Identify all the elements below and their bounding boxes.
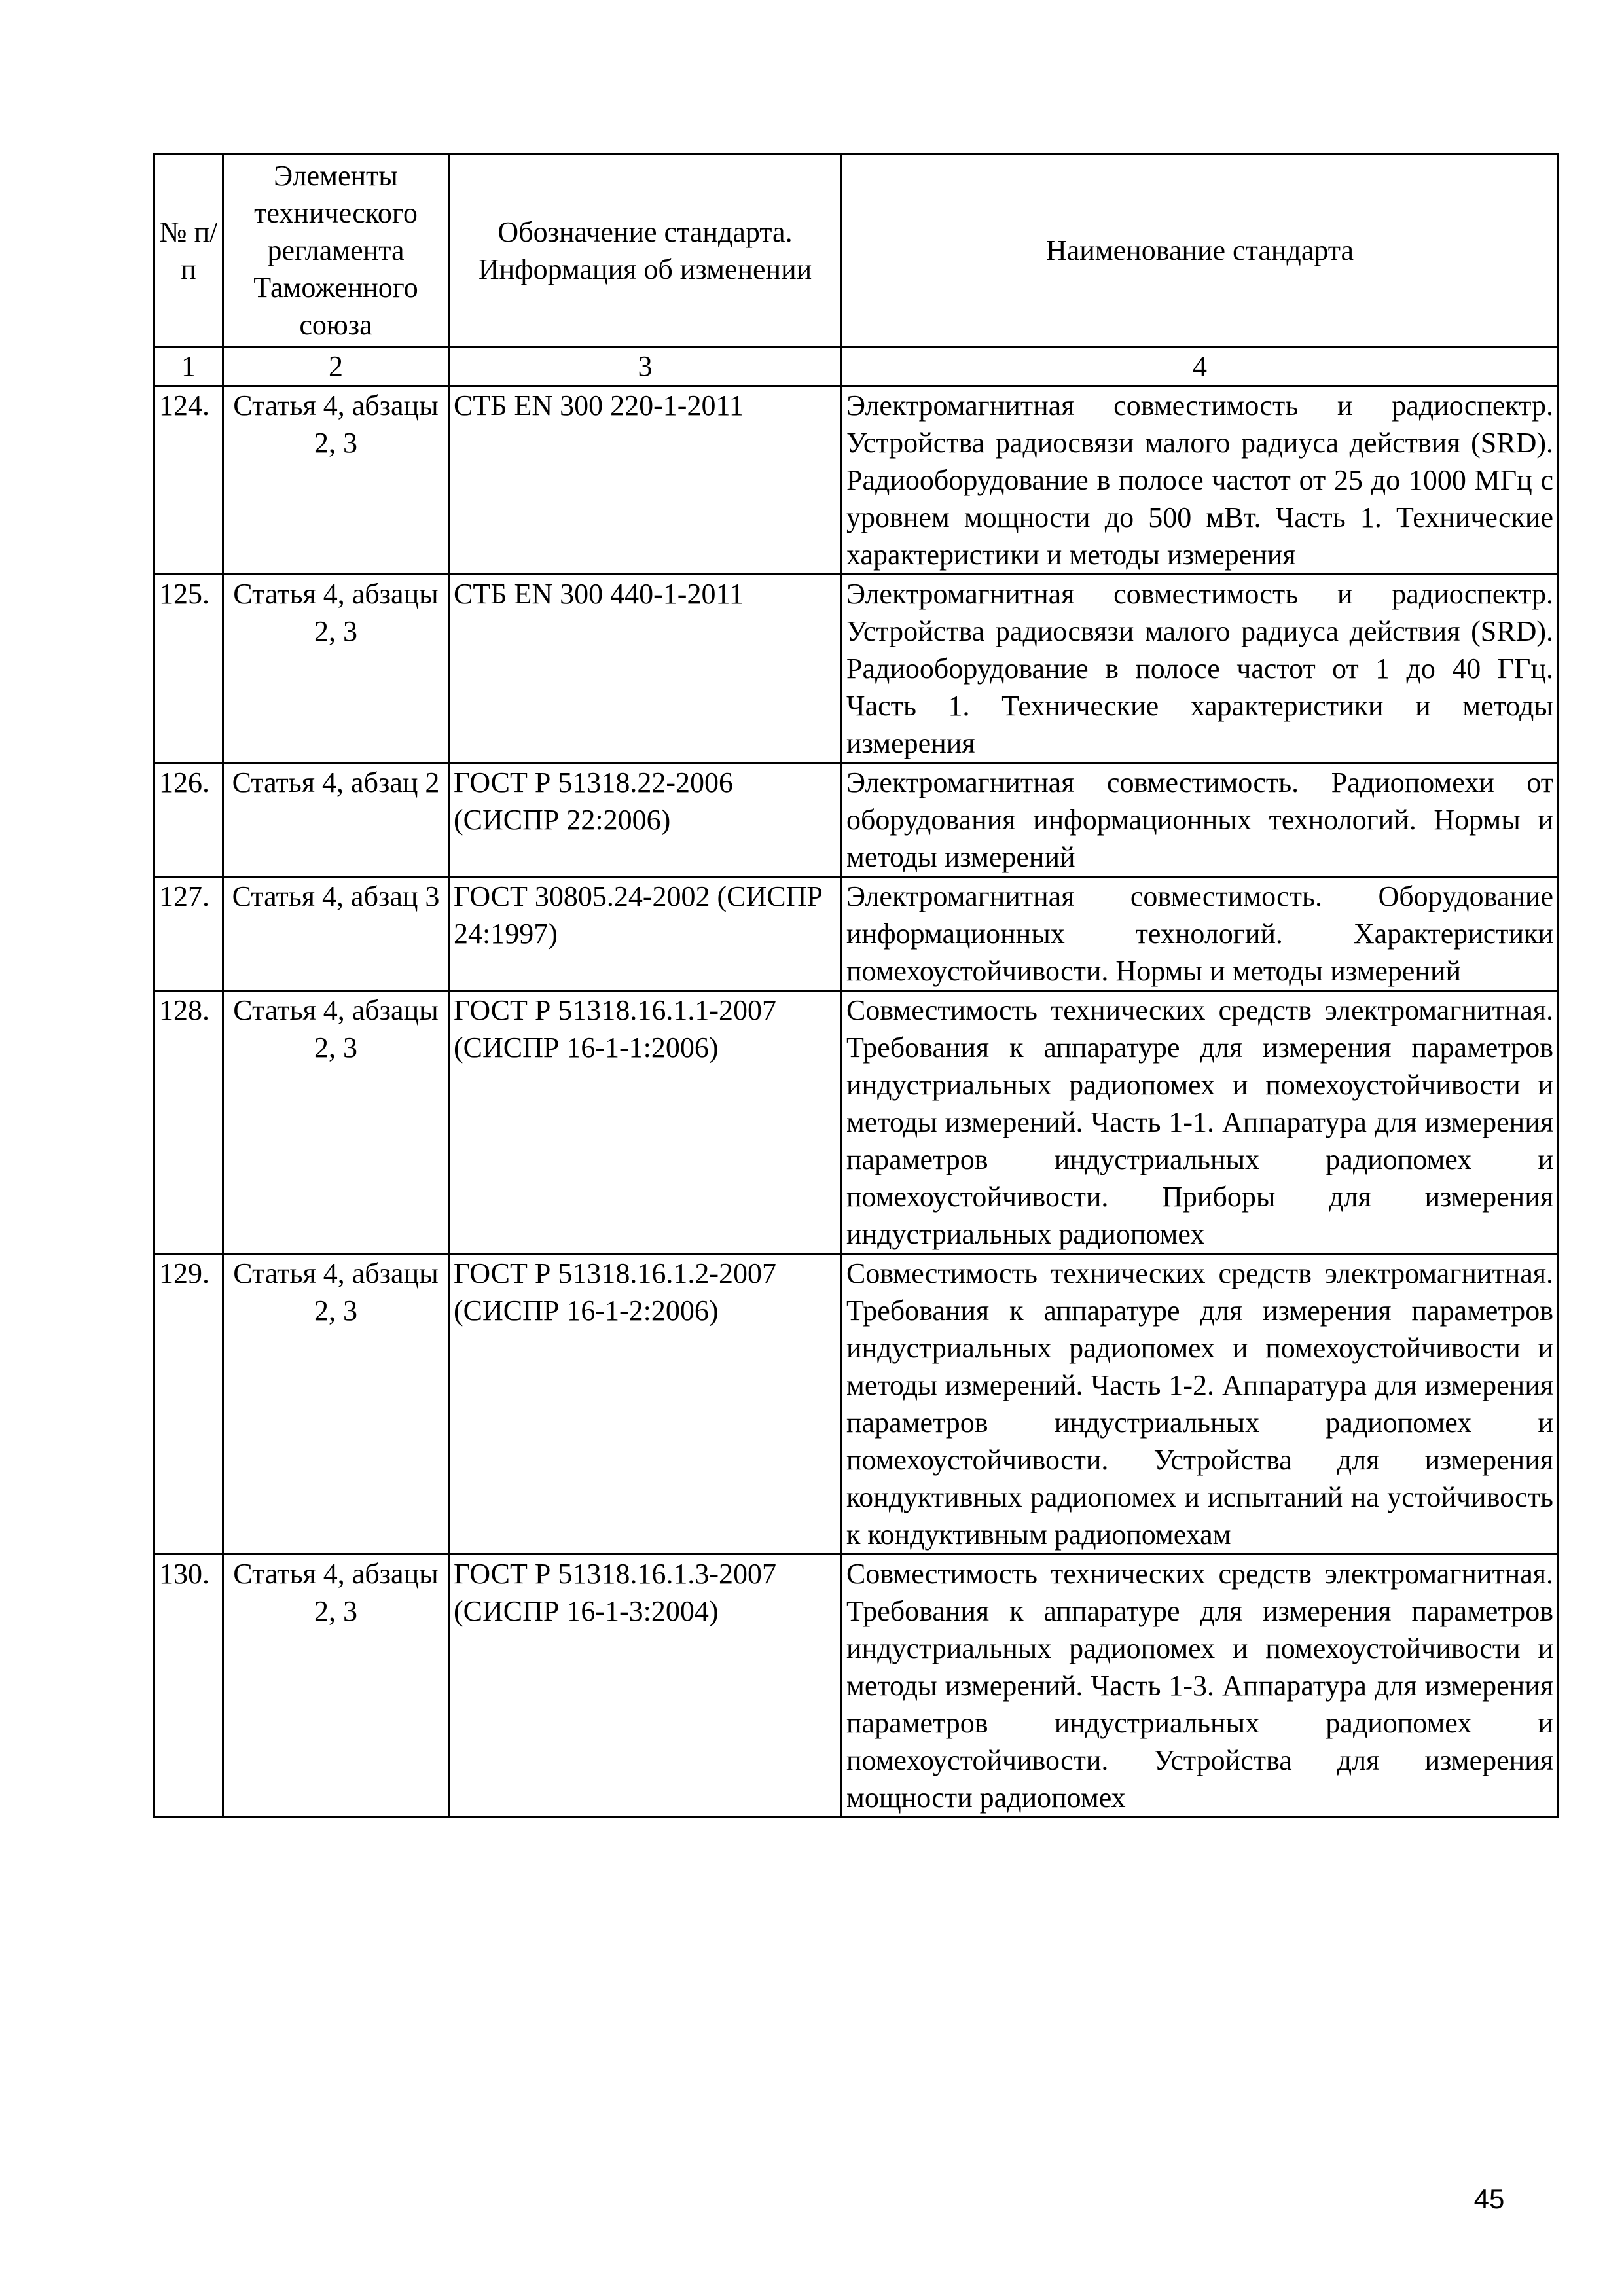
row-designation: СТБ EN 300 440-1-2011 [449,575,842,763]
row-name: Электромагнитная совместимость и радиоспектр. Устройства радиосвязи малого радиуса действия (SRD). Радиооборудование в полосе частот от 25 до 1000 МГц с уровнем мощности до 500 мВт. Часть 1. Технические характеристики и методы измерения [842,386,1559,575]
table-header [154,154,1559,386]
table-body [154,386,1559,1818]
column-number: 1 [154,347,223,386]
row-name: Совместимость технических средств электромагнитная. Требования к аппаратуре для измерения параметров индустриальных радиопомех и помехоустойчивости и методы измерений. Часть 1-2. Аппаратура для измерения параметров индустриальных радиопомех и помехоустойчивости. Устройства для измерения кондуктивных радиопомех и испытаний на устойчивость к кондуктивным радиопомехам [842,1254,1559,1554]
column-number: 4 [842,347,1559,386]
row-designation: ГОСТ Р 51318.16.1.3-2007 (СИСПР 16-1-3:2004) [449,1554,842,1818]
row-num: 130. [154,1554,223,1818]
row-name: Электромагнитная совместимость. Оборудование информационных технологий. Характеристики помехоустойчивости. Нормы и методы измерений [842,877,1559,991]
column-number: 3 [449,347,842,386]
row-element: Статья 4, абзацы 2, 3 [223,1554,449,1818]
row-num: 127. [154,877,223,991]
row-num: 125. [154,575,223,763]
row-num: 128. [154,991,223,1254]
standards-table [153,153,1559,1818]
row-element: Статья 4, абзацы 2, 3 [223,991,449,1254]
table-row [154,575,1559,763]
row-name: Совместимость технических средств электромагнитная. Требования к аппаратуре для измерения параметров индустриальных радиопомех и помехоустойчивости и методы измерений. Часть 1-1. Аппаратура для измерения параметров индустриальных радиопомех и помехоустойчивости. Приборы для измерения индустриальных радиопомех [842,991,1559,1254]
row-element: Статья 4, абзацы 2, 3 [223,1254,449,1554]
row-name: Электромагнитная совместимость. Радиопомехи от оборудования информационных технологий. Нормы и методы измерений [842,763,1559,877]
row-designation: ГОСТ Р 51318.16.1.1-2007 (СИСПР 16-1-1:2006) [449,991,842,1254]
row-num: 129. [154,1254,223,1554]
row-name: Электромагнитная совместимость и радиоспектр. Устройства радиосвязи малого радиуса действия (SRD). Радиооборудование в полосе частот от 1 до 40 ГГц. Часть 1. Технические характеристики и методы измерения [842,575,1559,763]
row-name: Совместимость технических средств электромагнитная. Требования к аппаратуре для измерения параметров индустриальных радиопомех и помехоустойчивости и методы измерений. Часть 1-3. Аппаратура для измерения параметров индустриальных радиопомех и помехоустойчивости. Устройства для измерения мощности радиопомех [842,1554,1559,1818]
row-element: Статья 4, абзацы 2, 3 [223,386,449,575]
row-designation: ГОСТ Р 51318.16.1.2-2007 (СИСПР 16-1-2:2006) [449,1254,842,1554]
header-elements: Элементы технического регламента Таможенного союза [223,154,449,347]
page-number: 45 [1473,2183,1505,2214]
table-row [154,763,1559,877]
table-row [154,1254,1559,1554]
row-designation: СТБ EN 300 220-1-2011 [449,386,842,575]
table-row [154,991,1559,1254]
row-num: 126. [154,763,223,877]
column-numbers-row [154,347,1559,386]
row-designation: ГОСТ 30805.24-2002 (СИСПР 24:1997) [449,877,842,991]
table-row [154,1554,1559,1818]
row-element: Статья 4, абзац 2 [223,763,449,877]
header-name: Наименование стандарта [842,154,1559,347]
table-row [154,877,1559,991]
header-designation: Обозначение стандарта. Информация об изменении [449,154,842,347]
header-row [154,154,1559,347]
row-designation: ГОСТ Р 51318.22-2006 (СИСПР 22:2006) [449,763,842,877]
table-row [154,386,1559,575]
row-element: Статья 4, абзацы 2, 3 [223,575,449,763]
header-num: № п/п [154,154,223,347]
row-num: 124. [154,386,223,575]
row-element: Статья 4, абзац 3 [223,877,449,991]
column-number: 2 [223,347,449,386]
